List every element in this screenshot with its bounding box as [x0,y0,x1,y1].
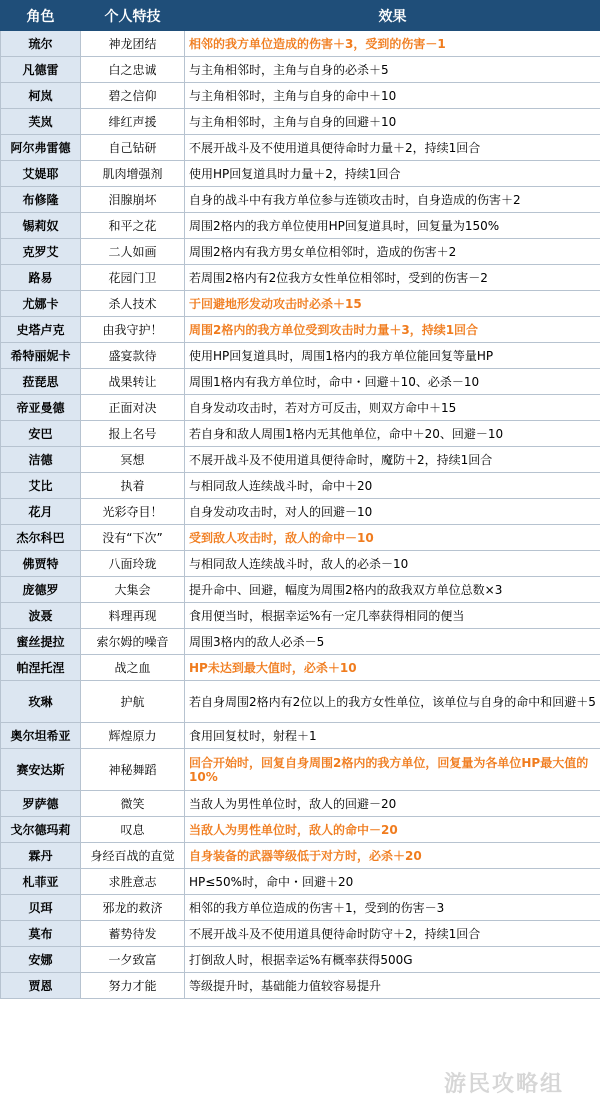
skill-cell: 努力才能 [81,973,185,999]
role-cell: 杰尔科巴 [1,525,81,551]
table-row [1,681,600,723]
effect-cell: 相邻的我方单位造成的伤害＋3，受到的伤害－1 [185,31,600,57]
role-cell: 艾媞耶 [1,161,81,187]
effect-cell: 回合开始时，回复自身周围2格内的我方单位，回复量为各单位HP最大值的10% [185,749,600,791]
table-row [1,161,600,187]
table-row [1,749,600,791]
role-cell: 路易 [1,265,81,291]
table-row [1,577,600,603]
skill-cell: 邪龙的救济 [81,895,185,921]
effect-cell: 自身发动攻击时，若对方可反击，则双方命中＋15 [185,395,600,421]
table-row [1,369,600,395]
skill-cell: 料理再现 [81,603,185,629]
role-cell: 锡莉奴 [1,213,81,239]
effect-cell: 若周围2格内有2位我方女性单位相邻时，受到的伤害－2 [185,265,600,291]
skill-cell: 辉煌原力 [81,723,185,749]
skill-cell: 杀人技术 [81,291,185,317]
header-skill: 个人特技 [81,1,185,31]
skill-cell: 盛宴款待 [81,343,185,369]
effect-cell: 不展开战斗及不使用道具便待命时，魔防＋2，持续1回合 [185,447,600,473]
role-cell: 史塔卢克 [1,317,81,343]
skill-cell: 报上名号 [81,421,185,447]
skill-cell: 八面玲珑 [81,551,185,577]
role-cell: 艾比 [1,473,81,499]
skill-cell: 没有“下次” [81,525,185,551]
effect-cell: 当敌人为男性单位时，敌人的回避－20 [185,791,600,817]
effect-cell: 自身装备的武器等级低于对方时，必杀＋20 [185,843,600,869]
effect-cell: 提升命中、回避，幅度为周围2格内的敌我双方单位总数×3 [185,577,600,603]
effect-cell: HP未达到最大值时，必杀＋10 [185,655,600,681]
effect-cell: 周围2格内的我方单位受到攻击时力量＋3，持续1回合 [185,317,600,343]
effect-cell: 食用回复杖时，射程＋1 [185,723,600,749]
header-role: 角色 [1,1,81,31]
role-cell: 庞德罗 [1,577,81,603]
role-cell: 奥尔坦希亚 [1,723,81,749]
table-row [1,499,600,525]
skill-cell: 和平之花 [81,213,185,239]
role-cell: 尤娜卡 [1,291,81,317]
role-cell: 希特丽妮卡 [1,343,81,369]
skill-cell: 自己钻研 [81,135,185,161]
effect-cell: 受到敌人攻击时，敌人的命中－10 [185,525,600,551]
skill-cell: 执着 [81,473,185,499]
effect-cell: 周围2格内有我方男女单位相邻时，造成的伤害＋2 [185,239,600,265]
skill-cell: 微笑 [81,791,185,817]
table-row [1,817,600,843]
role-cell: 赛安达斯 [1,749,81,791]
skill-cell: 花园门卫 [81,265,185,291]
table-row [1,265,600,291]
skill-cell: 冥想 [81,447,185,473]
effect-cell: 打倒敌人时，根据幸运%有概率获得500G [185,947,600,973]
role-cell: 佛贾特 [1,551,81,577]
table-row [1,973,600,999]
role-cell: 凡德雷 [1,57,81,83]
role-cell: 菈琵思 [1,369,81,395]
effect-cell: 与主角相邻时，主角与自身的命中＋10 [185,83,600,109]
role-cell: 帝亚曼德 [1,395,81,421]
table-row [1,31,600,57]
role-cell: 洁德 [1,447,81,473]
skill-cell: 正面对决 [81,395,185,421]
role-cell: 芙岚 [1,109,81,135]
table-row [1,317,600,343]
table-row [1,947,600,973]
effect-cell: 于回避地形发动攻击时必杀＋15 [185,291,600,317]
effect-cell: 自身发动攻击时，对人的回避－10 [185,499,600,525]
effect-cell: 与主角相邻时，主角与自身的必杀＋5 [185,57,600,83]
skill-cell: 战果转让 [81,369,185,395]
role-cell: 贝珥 [1,895,81,921]
table-row [1,869,600,895]
table-row [1,629,600,655]
effect-cell: 不展开战斗及不使用道具便待命时防守＋2，持续1回合 [185,921,600,947]
skill-cell: 白之忠诚 [81,57,185,83]
table-row [1,551,600,577]
table-row [1,83,600,109]
table-row [1,603,600,629]
effect-cell: HP≤50%时，命中・回避＋20 [185,869,600,895]
role-cell: 布修隆 [1,187,81,213]
table-row [1,895,600,921]
skill-cell: 求胜意志 [81,869,185,895]
skill-cell: 护航 [81,681,185,723]
role-cell: 阿尔弗雷德 [1,135,81,161]
effect-cell: 当敌人为男性单位时，敌人的命中－20 [185,817,600,843]
skill-cell: 神龙团结 [81,31,185,57]
skill-cell: 泪腺崩坏 [81,187,185,213]
skill-cell: 由我守护！ [81,317,185,343]
skill-cell: 绯红声援 [81,109,185,135]
skill-cell: 索尔姆的噪音 [81,629,185,655]
watermark: 游民攻略组 [443,1072,564,1097]
role-cell: 蜜丝提拉 [1,629,81,655]
effect-cell: 使用HP回复道具时，周围1格内的我方单位能回复等量HP [185,343,600,369]
role-cell: 贾恩 [1,973,81,999]
role-cell: 波聂 [1,603,81,629]
skill-cell: 光彩夺目！ [81,499,185,525]
table-row [1,447,600,473]
role-cell: 花月 [1,499,81,525]
table-row [1,655,600,681]
table-row [1,843,600,869]
role-cell: 罗萨德 [1,791,81,817]
effect-cell: 若自身和敌人周围1格内无其他单位，命中＋20、回避－10 [185,421,600,447]
skill-cell: 神秘舞蹈 [81,749,185,791]
table-row [1,135,600,161]
effect-cell: 使用HP回复道具时力量＋2，持续1回合 [185,161,600,187]
role-cell: 玫琳 [1,681,81,723]
effect-cell: 不展开战斗及不使用道具便待命时力量＋2，持续1回合 [185,135,600,161]
role-cell: 莫布 [1,921,81,947]
role-cell: 札菲亚 [1,869,81,895]
table-row [1,421,600,447]
skill-cell: 叹息 [81,817,185,843]
table-row [1,395,600,421]
role-cell: 帕涅托涅 [1,655,81,681]
role-cell: 安巴 [1,421,81,447]
effect-cell: 与主角相邻时，主角与自身的回避＋10 [185,109,600,135]
effect-cell: 周围1格内有我方单位时，命中・回避＋10、必杀－10 [185,369,600,395]
skill-cell: 二人如画 [81,239,185,265]
table-row [1,109,600,135]
effect-cell: 与相同敌人连续战斗时，敌人的必杀－10 [185,551,600,577]
effect-cell: 等级提升时，基础能力值较容易提升 [185,973,600,999]
role-cell: 克罗艾 [1,239,81,265]
table-row [1,57,600,83]
role-cell: 霖丹 [1,843,81,869]
effect-cell: 周围3格内的敌人必杀－5 [185,629,600,655]
skill-cell: 蓄势待发 [81,921,185,947]
table-row [1,187,600,213]
table-row [1,213,600,239]
table-row [1,791,600,817]
effect-cell: 食用便当时，根据幸运%有一定几率获得相同的便当 [185,603,600,629]
effect-cell: 若自身周围2格内有2位以上的我方女性单位，该单位与自身的命中和回避＋5 [185,681,600,723]
skill-cell: 肌肉增强剂 [81,161,185,187]
header-row [1,1,600,31]
effect-cell: 相邻的我方单位造成的伤害＋1，受到的伤害－3 [185,895,600,921]
skill-cell: 大集会 [81,577,185,603]
role-cell: 安娜 [1,947,81,973]
role-cell: 戈尔德玛莉 [1,817,81,843]
skill-cell: 身经百战的直觉 [81,843,185,869]
header-effect: 效果 [185,1,600,31]
table-body [1,31,600,999]
effect-cell: 与相同敌人连续战斗时，命中＋20 [185,473,600,499]
table-row [1,343,600,369]
effect-cell: 周围2格内的我方单位使用HP回复道具时，回复量为150% [185,213,600,239]
table-row [1,723,600,749]
role-cell: 琉尔 [1,31,81,57]
role-cell: 柯岚 [1,83,81,109]
skill-cell: 碧之信仰 [81,83,185,109]
table-row [1,291,600,317]
effect-cell: 自身的战斗中有我方单位参与连锁攻击时，自身造成的伤害＋2 [185,187,600,213]
skill-cell: 战之血 [81,655,185,681]
table-row [1,473,600,499]
table-row [1,921,600,947]
table-row [1,525,600,551]
skill-cell: 一夕致富 [81,947,185,973]
table-row [1,239,600,265]
